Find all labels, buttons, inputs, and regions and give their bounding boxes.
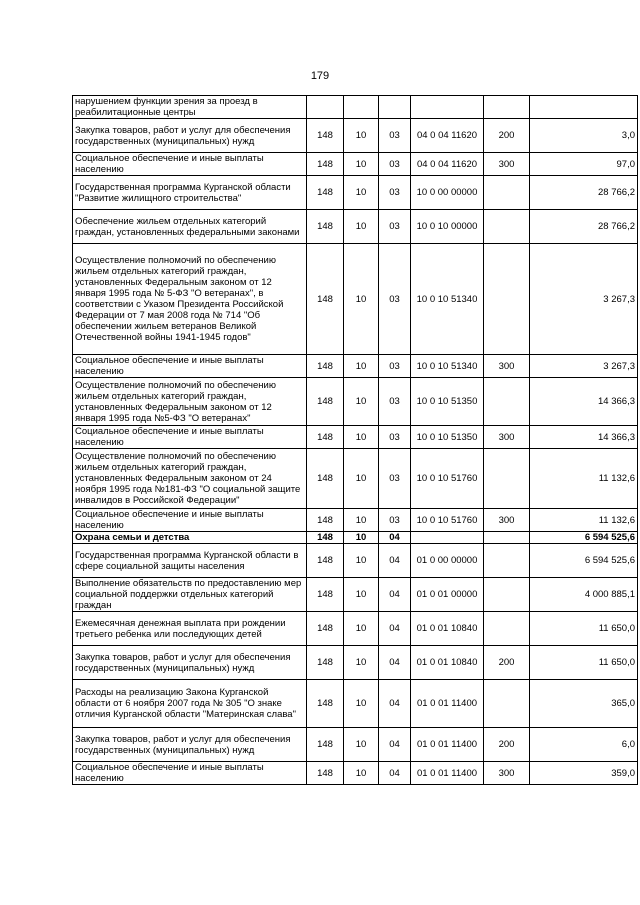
- cell-rz: 10: [344, 210, 379, 244]
- cell-rz: 10: [344, 578, 379, 612]
- cell-csr: 10 0 10 51350: [411, 426, 484, 449]
- cell-sum: 3 267,3: [530, 355, 638, 378]
- cell-ved: 148: [307, 612, 344, 646]
- cell-rz: 10: [344, 509, 379, 532]
- cell-rz: 10: [344, 680, 379, 728]
- cell-csr: 10 0 10 51340: [411, 355, 484, 378]
- cell-ved: 148: [307, 119, 344, 153]
- cell-csr: 01 0 00 00000: [411, 544, 484, 578]
- cell-vr: [484, 449, 530, 509]
- table-row: [73, 210, 638, 244]
- cell-rz: 10: [344, 153, 379, 176]
- cell-name: Ежемесячная денежная выплата при рождении третьего ребенка или последующих детей: [73, 612, 307, 646]
- cell-rz: 10: [344, 544, 379, 578]
- cell-sum: 11 132,6: [530, 449, 638, 509]
- cell-pr: 03: [379, 244, 411, 355]
- cell-pr: 04: [379, 544, 411, 578]
- table-body: [73, 96, 638, 785]
- table-row: [73, 544, 638, 578]
- table-row: [73, 153, 638, 176]
- cell-sum: 359,0: [530, 762, 638, 785]
- cell-sum: 14 366,3: [530, 378, 638, 426]
- cell-rz: 10: [344, 378, 379, 426]
- cell-name: Осуществление полномочий по обеспечению жильем отдельных категорий граждан, установленных Федеральным законом от 12 января 1995 года № 5-ФЗ "О ветеранах", в соответствии с Указом Президента Российской Федерации от 7 мая 2008 года № 714 "Об обеспечении жильем ветеранов Великой Отечественной войны 1941-1945 годов": [73, 244, 307, 355]
- cell-ved: 148: [307, 176, 344, 210]
- cell-rz: 10: [344, 532, 379, 544]
- cell-vr: 200: [484, 646, 530, 680]
- cell-sum: 6,0: [530, 728, 638, 762]
- cell-csr: 01 0 01 10840: [411, 612, 484, 646]
- cell-pr: 04: [379, 612, 411, 646]
- cell-csr: 01 0 01 11400: [411, 728, 484, 762]
- cell-ved: 148: [307, 210, 344, 244]
- table-row: [73, 509, 638, 532]
- cell-sum: 6 594 525,6: [530, 544, 638, 578]
- cell-pr: 03: [379, 355, 411, 378]
- cell-sum: 28 766,2: [530, 210, 638, 244]
- cell-name: Охрана семьи и детства: [73, 532, 307, 544]
- table-row: [73, 612, 638, 646]
- cell-name: Государственная программа Курганской области в сфере социальной защиты населения: [73, 544, 307, 578]
- cell-sum: 4 000 885,1: [530, 578, 638, 612]
- cell-csr: [411, 532, 484, 544]
- cell-csr: 01 0 01 10840: [411, 646, 484, 680]
- table-row: [73, 646, 638, 680]
- cell-name: Социальное обеспечение и иные выплаты населению: [73, 509, 307, 532]
- cell-pr: 04: [379, 646, 411, 680]
- cell-ved: 148: [307, 646, 344, 680]
- cell-csr: 01 0 01 11400: [411, 680, 484, 728]
- cell-pr: 03: [379, 426, 411, 449]
- cell-rz: 10: [344, 449, 379, 509]
- page-number: 179: [310, 70, 330, 82]
- cell-csr: 10 0 10 00000: [411, 210, 484, 244]
- cell-sum: 6 594 525,6: [530, 532, 638, 544]
- table-row: [73, 96, 638, 119]
- cell-csr: 01 0 01 11400: [411, 762, 484, 785]
- cell-sum: 97,0: [530, 153, 638, 176]
- cell-ved: 148: [307, 509, 344, 532]
- cell-pr: 04: [379, 762, 411, 785]
- cell-vr: [484, 378, 530, 426]
- cell-pr: [379, 96, 411, 119]
- table-row: [73, 355, 638, 378]
- table-row: [73, 378, 638, 426]
- cell-pr: 04: [379, 728, 411, 762]
- cell-vr: 300: [484, 509, 530, 532]
- cell-rz: 10: [344, 646, 379, 680]
- cell-name: Закупка товаров, работ и услуг для обеспечения государственных (муниципальных) нужд: [73, 646, 307, 680]
- cell-csr: 10 0 10 51340: [411, 244, 484, 355]
- cell-vr: [484, 96, 530, 119]
- cell-rz: 10: [344, 244, 379, 355]
- table-row: [73, 426, 638, 449]
- cell-pr: 03: [379, 449, 411, 509]
- cell-ved: 148: [307, 355, 344, 378]
- cell-sum: 11 650,0: [530, 646, 638, 680]
- cell-csr: 04 0 04 11620: [411, 119, 484, 153]
- cell-rz: 10: [344, 612, 379, 646]
- cell-sum: 11 650,0: [530, 612, 638, 646]
- cell-rz: 10: [344, 762, 379, 785]
- cell-ved: 148: [307, 544, 344, 578]
- cell-vr: [484, 176, 530, 210]
- table-row: [73, 578, 638, 612]
- cell-name: Осуществление полномочий по обеспечению жильем отдельных категорий граждан, установленных Федеральным законом от 12 января 1995 года №5-ФЗ "О ветеранах": [73, 378, 307, 426]
- cell-vr: [484, 210, 530, 244]
- cell-name: Социальное обеспечение и иные выплаты населению: [73, 153, 307, 176]
- cell-vr: [484, 612, 530, 646]
- cell-vr: 200: [484, 728, 530, 762]
- cell-csr: 10 0 00 00000: [411, 176, 484, 210]
- cell-ved: 148: [307, 426, 344, 449]
- cell-rz: 10: [344, 355, 379, 378]
- table-row: [73, 532, 638, 544]
- table-row: [73, 176, 638, 210]
- cell-vr: 300: [484, 426, 530, 449]
- cell-name: Расходы на реализацию Закона Курганской области от 6 ноября 2007 года № 305 "О знаке отличия Курганской области "Материнская слава": [73, 680, 307, 728]
- cell-csr: 10 0 10 51760: [411, 449, 484, 509]
- cell-name: нарушением функции зрения за проезд в реабилитационные центры: [73, 96, 307, 119]
- table-row: [73, 728, 638, 762]
- cell-rz: [344, 96, 379, 119]
- table-row: [73, 680, 638, 728]
- cell-sum: 365,0: [530, 680, 638, 728]
- cell-ved: 148: [307, 762, 344, 785]
- cell-ved: 148: [307, 378, 344, 426]
- cell-sum: 28 766,2: [530, 176, 638, 210]
- cell-pr: 04: [379, 578, 411, 612]
- cell-vr: 200: [484, 119, 530, 153]
- cell-ved: 148: [307, 449, 344, 509]
- cell-pr: 03: [379, 176, 411, 210]
- cell-name: Социальное обеспечение и иные выплаты населению: [73, 426, 307, 449]
- table-row: [73, 119, 638, 153]
- cell-pr: 04: [379, 680, 411, 728]
- cell-pr: 03: [379, 378, 411, 426]
- table-row: [73, 762, 638, 785]
- cell-pr: 03: [379, 509, 411, 532]
- cell-name: Государственная программа Курганской области "Развитие жилищного строительства": [73, 176, 307, 210]
- budget-table: [72, 95, 638, 785]
- cell-pr: 03: [379, 119, 411, 153]
- cell-ved: 148: [307, 532, 344, 544]
- cell-ved: 148: [307, 728, 344, 762]
- cell-name: Осуществление полномочий по обеспечению жильем отдельных категорий граждан, установленных Федеральным законом от 24 ноября 1995 года №181-ФЗ "О социальной защите инвалидов в Российской Федерации": [73, 449, 307, 509]
- cell-csr: 01 0 01 00000: [411, 578, 484, 612]
- cell-ved: 148: [307, 153, 344, 176]
- cell-csr: 10 0 10 51760: [411, 509, 484, 532]
- cell-name: Социальное обеспечение и иные выплаты населению: [73, 355, 307, 378]
- cell-vr: [484, 532, 530, 544]
- cell-csr: 10 0 10 51350: [411, 378, 484, 426]
- cell-name: Закупка товаров, работ и услуг для обеспечения государственных (муниципальных) нужд: [73, 728, 307, 762]
- cell-name: Закупка товаров, работ и услуг для обеспечения государственных (муниципальных) нужд: [73, 119, 307, 153]
- cell-ved: [307, 96, 344, 119]
- cell-name: Выполнение обязательств по предоставлению мер социальной поддержки отдельных категорий граждан: [73, 578, 307, 612]
- cell-ved: 148: [307, 578, 344, 612]
- cell-sum: 3,0: [530, 119, 638, 153]
- cell-sum: 14 366,3: [530, 426, 638, 449]
- table-row: [73, 244, 638, 355]
- cell-csr: [411, 96, 484, 119]
- cell-pr: 03: [379, 210, 411, 244]
- cell-pr: 04: [379, 532, 411, 544]
- cell-ved: 148: [307, 680, 344, 728]
- cell-ved: 148: [307, 244, 344, 355]
- cell-rz: 10: [344, 176, 379, 210]
- cell-name: Социальное обеспечение и иные выплаты населению: [73, 762, 307, 785]
- cell-vr: 300: [484, 153, 530, 176]
- cell-rz: 10: [344, 728, 379, 762]
- cell-vr: [484, 578, 530, 612]
- cell-vr: 300: [484, 355, 530, 378]
- cell-vr: 300: [484, 762, 530, 785]
- cell-sum: 11 132,6: [530, 509, 638, 532]
- cell-sum: [530, 96, 638, 119]
- table-row: [73, 449, 638, 509]
- cell-vr: [484, 244, 530, 355]
- cell-pr: 03: [379, 153, 411, 176]
- cell-sum: 3 267,3: [530, 244, 638, 355]
- cell-vr: [484, 544, 530, 578]
- cell-rz: 10: [344, 426, 379, 449]
- cell-vr: [484, 680, 530, 728]
- cell-rz: 10: [344, 119, 379, 153]
- cell-name: Обеспечение жильем отдельных категорий граждан, установленных федеральными законами: [73, 210, 307, 244]
- cell-csr: 04 0 04 11620: [411, 153, 484, 176]
